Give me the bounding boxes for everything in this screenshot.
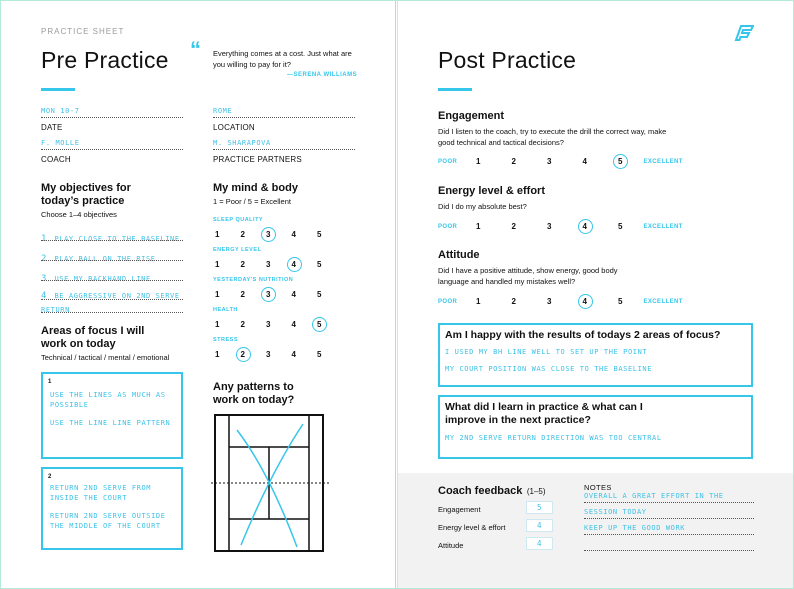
mind-body-category-label: STRESS	[213, 337, 239, 343]
notes-label: NOTES	[584, 483, 612, 492]
objective-line	[41, 280, 183, 281]
excellent-label: EXCELLENT	[643, 158, 683, 165]
brand-logo-icon	[732, 24, 754, 42]
happy-answer: I USED MY BH LINE WELL TO SET UP THE POINT	[445, 348, 648, 356]
quote-text: Everything comes at a cost. Just what are you willing to pay for it?	[213, 49, 352, 69]
notes-line	[584, 534, 754, 535]
focus-box-text: USE THE LINES AS MUCH AS POSSIBLE	[50, 391, 166, 409]
rating-option[interactable]: 4	[291, 290, 296, 299]
mind-body-scale[interactable]	[215, 230, 343, 239]
coach-value[interactable]: F. MOLLE	[41, 139, 80, 147]
feedback-label: Energy level & effort	[438, 523, 506, 532]
focus-box[interactable]	[41, 467, 183, 550]
post-section-title: Energy level & effort	[438, 185, 545, 197]
objective-item[interactable]	[41, 268, 151, 286]
mind-body-scale[interactable]	[215, 260, 343, 269]
selected-rating-circle	[613, 154, 628, 169]
quote-author: —SERENA WILLIAMS	[287, 72, 358, 78]
objective-line	[41, 312, 183, 313]
objective-number: 1	[41, 234, 48, 244]
poor-label: POOR	[438, 158, 458, 165]
mind-body-scale[interactable]	[215, 290, 343, 299]
location-label: LOCATION	[213, 123, 255, 132]
rating-option[interactable]: 2	[511, 297, 516, 306]
rating-option[interactable]: 4	[291, 350, 296, 359]
focus-box-number: 1	[48, 379, 52, 385]
post-rating-scale[interactable]	[438, 222, 683, 231]
partners-value[interactable]: M. SHARAPOVA	[213, 139, 271, 147]
post-practice-title: Post Practice	[438, 47, 577, 73]
coach-feedback-range: (1–5)	[526, 487, 546, 496]
rating-option[interactable]: 3	[547, 157, 552, 166]
rating-option[interactable]: 1	[215, 320, 220, 329]
post-section-question: Did I listen to the coach, try to execute the drill the correct way, make good technical and tactical decisions?	[438, 127, 667, 147]
post-rating-scale[interactable]	[438, 157, 683, 166]
tennis-court-diagram[interactable]	[211, 412, 329, 554]
feedback-value[interactable]: 5	[526, 501, 553, 514]
post-section-title: Engagement	[438, 110, 505, 122]
learn-answer: MY 2ND SERVE RETURN DIRECTION WAS TOO CENTRAL	[445, 434, 662, 442]
rating-option[interactable]: 2	[511, 157, 516, 166]
objective-number: 2	[41, 254, 48, 264]
date-line	[41, 117, 183, 118]
selected-rating-circle	[261, 287, 276, 302]
mind-body-category-label: SLEEP QUALITY	[213, 217, 264, 223]
coach-line	[41, 149, 183, 150]
happy-answer: MY COURT POSITION WAS CLOSE TO THE BASELINE	[445, 365, 653, 373]
focus-box-number: 2	[48, 474, 52, 480]
focus-box-text: RETURN 2ND SERVE FROM INSIDE THE COURT	[50, 484, 152, 502]
quote-mark-icon: “	[190, 37, 201, 62]
rating-option[interactable]: 1	[215, 350, 220, 359]
rating-option[interactable]: 3	[547, 222, 552, 231]
objective-text: BE AGGRESSIVE ON 2ND SERVE RETURN	[41, 292, 180, 314]
objective-item[interactable]	[41, 248, 156, 266]
coach-label: COACH	[41, 155, 71, 164]
title-underline	[438, 88, 472, 91]
rating-option[interactable]: 1	[215, 290, 220, 299]
rating-option[interactable]: 1	[476, 157, 481, 166]
partners-label: PRACTICE PARTNERS	[213, 155, 302, 164]
rating-option[interactable]: 3	[266, 260, 271, 269]
pre-practice-title: Pre Practice	[41, 47, 169, 73]
happy-question: Am I happy with the results of todays 2 areas of focus?	[445, 329, 721, 341]
rating-option[interactable]: 5	[618, 222, 623, 231]
selected-rating-circle	[236, 347, 251, 362]
rating-option[interactable]: 3	[266, 230, 292, 239]
patterns-title: Any patterns to work on today?	[213, 381, 295, 406]
rating-option[interactable]: 5	[317, 350, 322, 359]
feedback-value[interactable]: 4	[526, 519, 553, 532]
post-section-question: Did I do my absolute best?	[438, 202, 527, 211]
focus-subtitle: Technical / tactical / mental / emotional	[41, 353, 170, 362]
rating-option[interactable]: 1	[476, 222, 481, 231]
excellent-label: EXCELLENT	[643, 298, 683, 305]
coach-feedback-heading	[438, 481, 546, 499]
rating-option[interactable]: 2	[240, 260, 245, 269]
rating-option[interactable]: 5	[317, 290, 322, 299]
rating-option[interactable]: 5	[618, 297, 623, 306]
rating-option[interactable]: 1	[476, 297, 481, 306]
date-value[interactable]: MON 10-7	[41, 107, 80, 115]
mind-body-category-label: YESTERDAY’S NUTRITION	[213, 277, 294, 283]
objectives-subtitle: Choose 1–4 objectives	[41, 210, 117, 219]
sheet-label: PRACTICE SHEET	[41, 27, 125, 36]
poor-label: POOR	[438, 223, 458, 230]
rating-option[interactable]: 2	[511, 222, 516, 231]
poor-label: POOR	[438, 298, 458, 305]
focus-box-text: USE THE LINE LINE PATTERN	[50, 419, 171, 427]
mind-body-scale[interactable]	[215, 320, 343, 329]
notes-line	[584, 518, 754, 519]
notes-line	[584, 502, 754, 503]
focus-title: Areas of focus I will work on today	[41, 325, 145, 350]
rating-option[interactable]: 1	[215, 260, 220, 269]
selected-rating-circle	[578, 294, 593, 309]
rating-option[interactable]: 4	[583, 222, 619, 231]
post-rating-scale[interactable]	[438, 297, 683, 306]
mind-body-scale[interactable]	[215, 350, 343, 359]
objective-item[interactable]	[41, 228, 180, 246]
selected-rating-circle	[287, 257, 302, 272]
selected-rating-circle	[261, 227, 276, 242]
objective-text: PLAY CLOSE TO THE BASELINE	[54, 235, 180, 243]
mind-body-category-label: HEALTH	[213, 307, 238, 313]
rating-option[interactable]: 5	[317, 260, 322, 269]
title-underline	[41, 88, 75, 91]
objective-line	[41, 299, 183, 300]
notes-line-text[interactable]: OVERALL A GREAT EFFORT IN THE	[584, 492, 724, 500]
rating-option[interactable]: 5	[618, 157, 654, 166]
objectives-title: My objectives for today’s practice	[41, 182, 131, 207]
partners-line	[213, 149, 355, 150]
notes-line-text[interactable]: SESSION TODAY	[584, 508, 647, 516]
mind-body-title: My mind & body	[213, 182, 298, 194]
rating-option[interactable]: 2	[241, 350, 267, 359]
rating-option[interactable]: 4	[292, 260, 318, 269]
post-section-title: Attitude	[438, 249, 480, 261]
objective-line	[41, 260, 183, 261]
rating-option[interactable]: 4	[582, 157, 587, 166]
mind-body-category-label: ENERGY LEVEL	[213, 247, 262, 253]
learn-question: What did I learn in practice & what can I improve in the next practice?	[445, 401, 643, 426]
rating-option[interactable]: 3	[547, 297, 552, 306]
rating-option[interactable]: 3	[266, 350, 271, 359]
rating-option[interactable]: 2	[240, 290, 245, 299]
notes-line-text[interactable]: KEEP UP THE GOOD WORK	[584, 524, 686, 532]
focus-box-text: RETURN 2ND SERVE OUTSIDE THE MIDDLE OF THE COURT	[50, 512, 166, 530]
focus-box[interactable]	[41, 372, 183, 459]
date-label: DATE	[41, 123, 63, 132]
coach-feedback-title: Coach feedback	[438, 485, 523, 497]
rating-option[interactable]: 5	[317, 320, 343, 329]
notes-line	[584, 550, 754, 551]
post-section-question: Did I have a positive attitude, show energy, good body language and handled my mistakes well?	[438, 266, 618, 286]
pre-practice-page	[0, 0, 396, 589]
location-line	[213, 117, 355, 118]
rating-option[interactable]: 4	[291, 230, 296, 239]
rating-option[interactable]: 1	[215, 230, 220, 239]
objective-line	[41, 240, 183, 241]
post-practice-page	[397, 0, 794, 589]
happy-box[interactable]	[438, 323, 753, 387]
rating-option[interactable]: 4	[291, 320, 296, 329]
learn-box[interactable]	[438, 395, 753, 459]
selected-rating-circle	[312, 317, 327, 332]
objective-text: PLAY BALL ON THE RISE	[54, 255, 156, 263]
feedback-value[interactable]: 4	[526, 537, 553, 550]
location-value[interactable]: ROME	[213, 107, 233, 115]
objective-number: 4	[41, 291, 48, 301]
objective-text: USE MY BACKHAND LINE	[54, 275, 151, 283]
rating-option[interactable]: 2	[240, 230, 245, 239]
excellent-label: EXCELLENT	[643, 223, 683, 230]
rating-option[interactable]: 2	[240, 320, 245, 329]
selected-rating-circle	[578, 219, 593, 234]
rating-option[interactable]: 5	[317, 230, 322, 239]
feedback-label: Engagement	[438, 505, 481, 514]
rating-option[interactable]: 3	[266, 290, 292, 299]
feedback-label: Attitude	[438, 541, 464, 550]
mind-body-subtitle: 1 = Poor / 5 = Excellent	[213, 197, 291, 206]
coach-feedback-panel	[398, 473, 794, 589]
objective-number: 3	[41, 274, 48, 284]
rating-option[interactable]: 3	[266, 320, 271, 329]
rating-option[interactable]: 4	[583, 297, 619, 306]
